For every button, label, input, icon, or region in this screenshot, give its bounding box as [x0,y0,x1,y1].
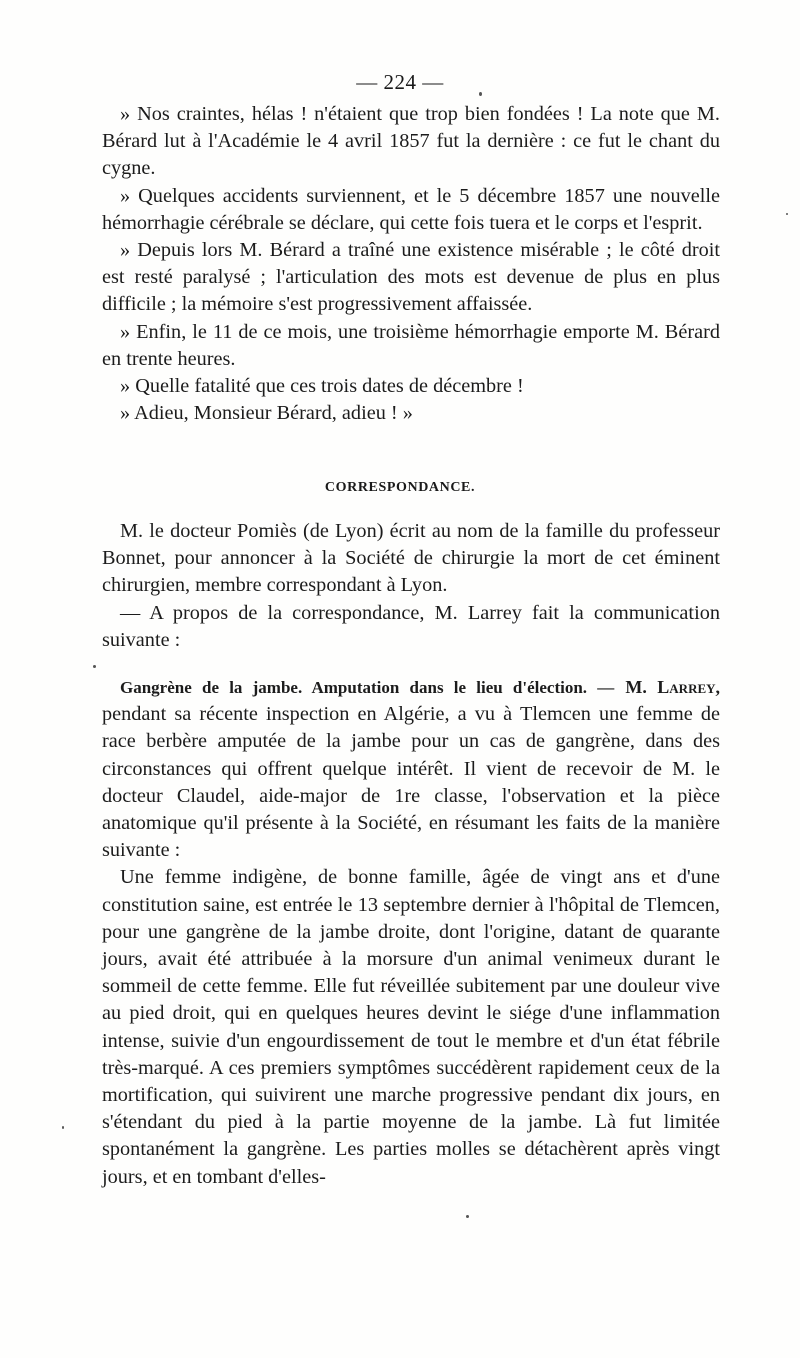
paragraph: — A propos de la correspondance, M. Larrey fait la communication suivante : [102,601,720,651]
scan-speck [62,1126,64,1129]
section-heading: CORRESPONDANCE. [324,480,476,495]
case-report-intro [102,674,720,864]
scan-speck [466,1215,469,1218]
paragraph: » Adieu, Monsieur Bérard, adieu ! » [120,402,413,425]
correspondance-text [102,518,720,654]
case-report [102,674,720,1191]
paragraph: M. le docteur Pomiès (de Lyon) écrit au nom de la famille du professeur Bonnet, pour annoncer à la Société de chirurgie la mort de cet éminent chirurgien, membre correspondant à Lyon. [102,520,720,597]
eulogy-closing-text [102,101,720,427]
scan-speck [93,665,96,668]
paragraph: » Quelques accidents surviennent, et le 5 décembre 1857 une nouvelle hémorrhagie cérébrale se déclare, qui cette fois tuera et le corps et l'esprit. [102,184,720,234]
paragraph: » Quelle fatalité que ces trois dates de décembre ! [120,375,524,398]
case-report-author: M. Larrey, [625,677,721,697]
case-report-body: Une femme indigène, de bonne famille, âgée de vingt ans et d'une constitution saine, est entrée le 13 septembre dernier à l'hôpital de Tlemcen, pour une gangrène de la jambe droite, dont l'origine, datant de quarante jours, avait été attribuée à la morsure d'un animal venimeux durant le sommeil de cette femme. Elle fut réveillée subitement par une douleur vive au pied droit, qui en quelques heures devint le siége d'une inflammation intense, suivie d'un engourdissement de tout le membre et d'un état fébrile très-marqué. A ces premiers symptômes succédèrent rapidement ceux de la mortification, qui suivirent une marche progressive pendant dix jours, en s'étendant du pied à la partie moyenne de la jambe. Là fut limitée spontanément la gangrène. Les parties molles se détachèrent après vingt jours, et en tombant d'elles- [102,866,720,1188]
paragraph: » Depuis lors M. Bérard a traîné une existence misérable ; le côté droit est resté paralysé ; l'articulation des mots est devenue de plus en plus difficile ; la mémoire s'est progressivement affaissée. [102,239,720,316]
paragraph: » Enfin, le 11 de ce mois, une troisième hémorrhagie emporte M. Bérard en trente heures. [102,320,720,370]
case-report-title: Gangrène de la jambe. Amputation dans le lieu d'élection. — [120,678,615,697]
case-report-intro-text: pendant sa récente inspection en Algérie, a vu à Tlemcen une femme de race berbère amputée de la jambe pour un cas de gangrène, dans des circonstances qui offrent quelque intérêt. Il vient de recevoir de M. le docteur Claudel, aide-major de 1re classe, l'observation et la pièce anatomique qu'il présente à la Société, en résumant les faits de la manière suivante : [102,703,720,862]
paragraph: » Nos craintes, hélas ! n'étaient que trop bien fondées ! La note que M. Bérard lut à l'Académie le 4 avril 1857 fut la dernière : ce fut le chant du cygne. [102,103,720,180]
page-number: — 224 — [356,70,444,94]
scan-speck [786,213,788,215]
scan-speck [479,92,482,96]
